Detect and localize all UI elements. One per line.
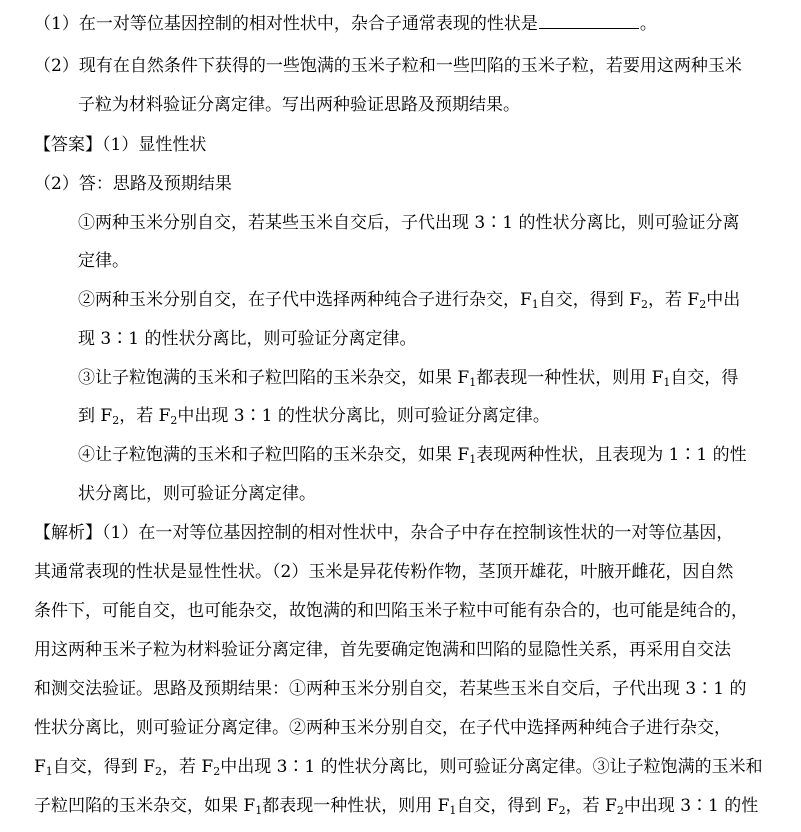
analysis-line-5: 和测交法验证。思路及预期结果：①两种玉米分别自交，若某些玉米自交后，子代出现 3∶1 的 [34, 679, 747, 699]
method-3-line-1: ③让子粒饱满的玉米和子粒凹陷的玉米杂交，如果 $F_1$都表现一种性状，则用 $F_1$自交，得 [78, 368, 739, 389]
method-2-line-1: ②两种玉米分别自交，在子代中选择两种纯合子进行杂交，$F_1$自交，得到 $F_2$，若 $F_2$中出 [78, 290, 741, 311]
analysis-line-4: 用这两种玉米子粒为材料验证分离定律，首先要确定饱满和凹陷的显隐性关系，再采用自交法 [34, 640, 731, 660]
method-1-line-2: 定律。 [78, 251, 129, 271]
question-1-text: （1）在一对等位基因控制的相对性状中，杂合子通常表现的性状是 [34, 14, 538, 34]
question-1 [34, 12, 657, 35]
method-4-line-1: ④让子粒饱满的玉米和子粒凹陷的玉米杂交，如果 $F_1$表现两种性状，且表现为 1∶1 的性 [78, 445, 747, 466]
answer-2-intro: （2）答：思路及预期结果 [34, 174, 232, 194]
answer-1: 【答案】（1）显性性状 [34, 135, 207, 155]
analysis-line-3: 条件下，可能自交，也可能杂交，故饱满的和凹陷玉米子粒中可能有杂合的，也可能是纯合的， [34, 601, 748, 621]
question-2-line-1: （2）现有在自然条件下获得的一些饱满的玉米子粒和一些凹陷的玉米子粒，若要用这两种玉米 [34, 56, 742, 76]
method-2-line-2: 现 3∶1 的性状分离比，则可验证分离定律。 [78, 329, 417, 349]
method-4-line-2: 状分离比，则可验证分离定律。 [78, 484, 316, 504]
question-2-line-2: 子粒为材料验证分离定律。写出两种验证思路及预期结果。 [78, 95, 520, 115]
question-1-end: 。 [639, 14, 657, 34]
answer-blank [539, 12, 639, 29]
analysis-line-7: $F_1$自交，得到 $F_2$，若 $F_2$中出现 3∶1 的性状分离比，则可验证分离定律。③让子粒饱满的玉米和 [34, 757, 763, 778]
analysis-line-8: 子粒凹陷的玉米杂交，如果 $F_1$都表现一种性状，则用 $F_1$自交，得到 $F_2$，若 $F_2$中出现 3∶1 的性 [34, 796, 759, 817]
analysis-line-1: 【解析】（1）在一对等位基因控制的相对性状中，杂合子中存在控制该性状的一对等位基因， [34, 523, 734, 543]
method-1-line-1: ①两种玉米分别自交，若某些玉米自交后，子代出现 3∶1 的性状分离比，则可验证分离 [78, 213, 740, 233]
analysis-line-6: 性状分离比，则可验证分离定律。②两种玉米分别自交，在子代中选择两种纯合子进行杂交， [34, 718, 731, 738]
analysis-line-2: 其通常表现的性状是显性性状。（2）玉米是异花传粉作物，茎顶开雄花，叶腋开雌花，因自然 [34, 562, 734, 582]
method-3-line-2: 到 $F_2$，若 $F_2$中出现 3∶1 的性状分离比，则可验证分离定律。 [78, 406, 550, 427]
